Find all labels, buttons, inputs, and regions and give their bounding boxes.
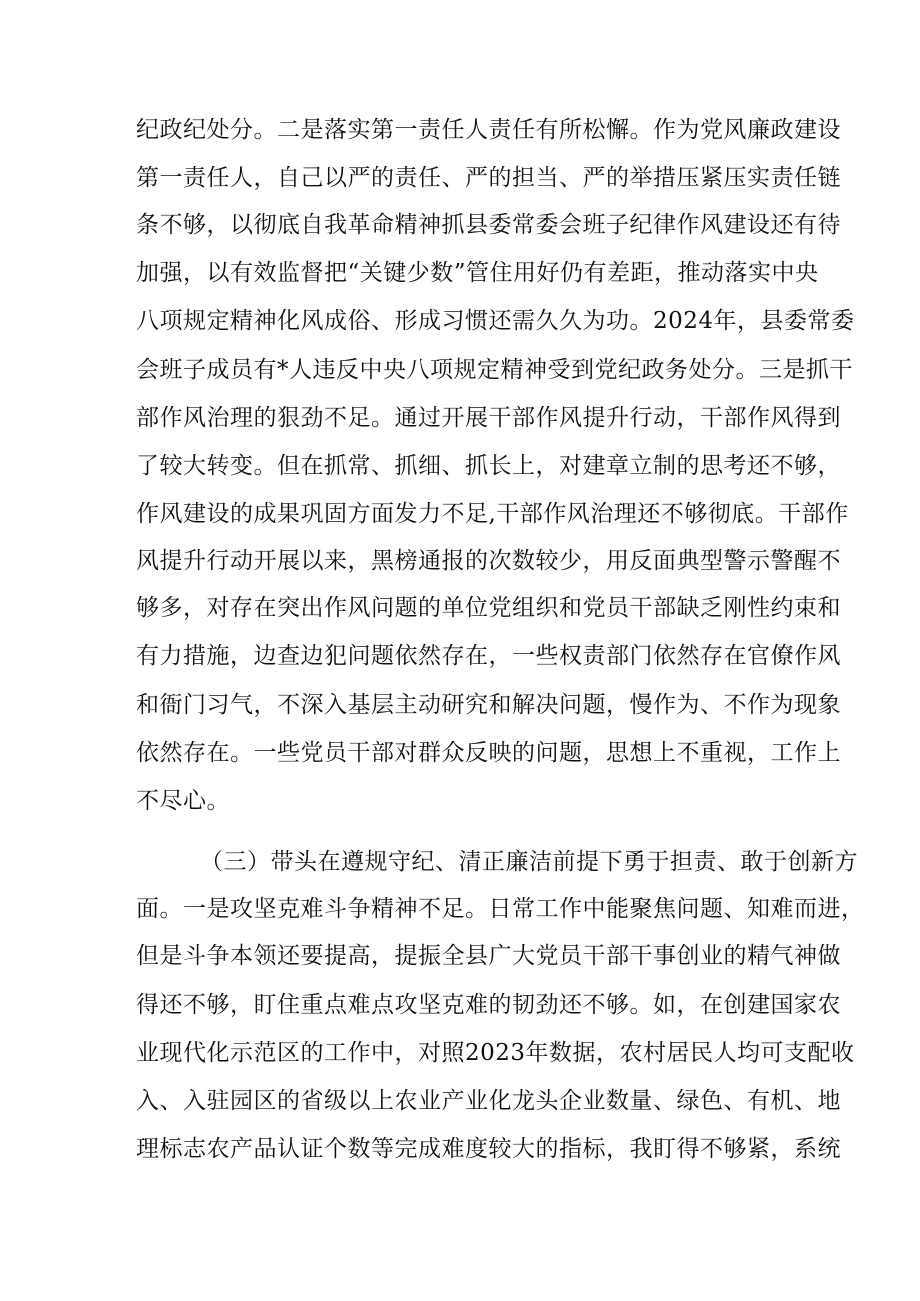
text-line: 够多，对存在突出作风问题的单位党组织和党员干部缺乏刚性约束和	[136, 595, 841, 621]
text-line: 入、入驻园区的省级以上农业产业化龙头企业数量、绿色、有机、地	[136, 1088, 841, 1114]
text-line: 作风建设的成果巩固方面发力不足,干部作风治理还不够彻底。干部作	[136, 501, 849, 527]
text-line: 部作风治理的狠劲不足。通过开展干部作风提升行动，干部作风得到	[136, 405, 841, 431]
text-line: 风提升行动开展以来，黑榜通报的次数较少，用反面典型警示警醒不	[136, 548, 841, 574]
text-line: 第一责任人，自己以严的责任、严的担当、严的举措压紧压实责任链	[136, 165, 841, 191]
text-line: 有力措施，边查边犯问题依然存在，一些权责部门依然存在官僚作风	[136, 643, 841, 669]
section-heading-line: （三）带头在遵规守纪、清正廉洁前提下勇于担责、敢于创新方	[200, 849, 858, 875]
text-line: 依然存在。一些党员干部对群众反映的问题，思想上不重视，工作上	[136, 740, 841, 766]
text-line: 理标志农产品认证个数等完成难度较大的指标，我盯得不够紧，系统	[136, 1136, 841, 1162]
text-line: 纪政纪处分。二是落实第一责任人责任有所松懈。作为党风廉政建设	[136, 117, 841, 143]
text-line: 得还不够，盯住重点难点攻坚克难的韧劲还不够。如，在创建国家农	[136, 992, 841, 1018]
text-line: 八项规定精神化风成俗、形成习惯还需久久为功。2024年，县委常委	[136, 308, 855, 334]
text-line: 条不够，以彻底自我革命精神抓县委常委会班子纪律作风建设还有待	[136, 212, 841, 238]
text-line: 了较大转变。但在抓常、抓细、抓长上，对建章立制的思考还不够，	[136, 453, 841, 479]
text-line: 不尽心。	[136, 788, 230, 814]
text-line: 会班子成员有*人违反中央八项规定精神受到党纪政务处分。三是抓干	[136, 357, 853, 383]
text-line: 加强，以有效监督把“关键少数”管住用好仍有差距，推动落实中央	[136, 260, 819, 286]
text-line: 但是斗争本领还要提高，提振全县广大党员干部干事创业的精气神做	[136, 943, 841, 969]
text-line: 和衙门习气，不深入基层主动研究和解决问题，慢作为、不作为现象	[136, 692, 841, 718]
text-line: 面。一是攻坚克难斗争精神不足。日常工作中能聚焦问题、知难而进，	[136, 896, 865, 922]
text-line: 业现代化示范区的工作中，对照2023年数据，农村居民人均可支配收	[136, 1040, 855, 1066]
